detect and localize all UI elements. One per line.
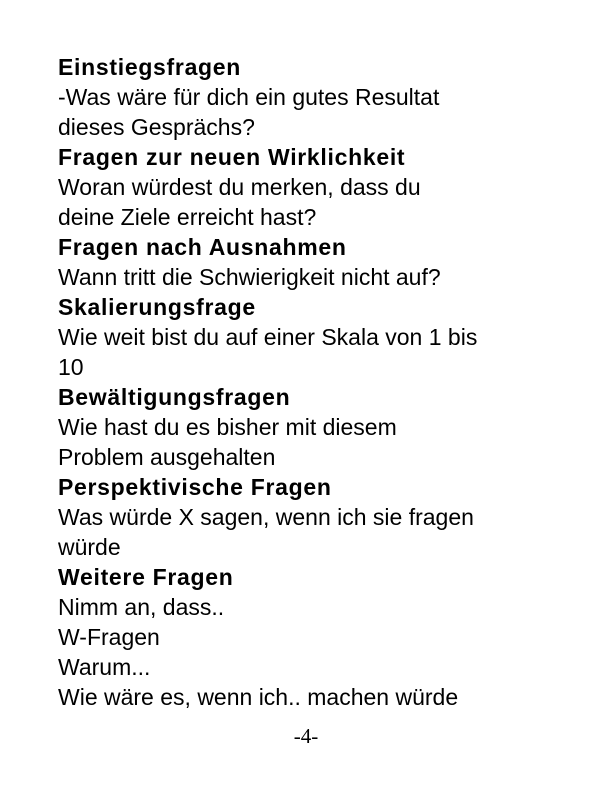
section-skalierungsfrage (58, 292, 568, 382)
section-text-line: würde (58, 534, 121, 560)
section-heading: Fragen nach Ausnahmen (58, 234, 347, 260)
section-text-line: dieses Gesprächs? (58, 114, 255, 140)
section-text-line: Nimm an, dass.. (58, 594, 225, 620)
section-heading: Weitere Fragen (58, 564, 234, 590)
section-heading: Einstiegsfragen (58, 54, 242, 80)
section-text-line: W-Fragen (58, 624, 160, 650)
section-text-line: deine Ziele erreicht hast? (58, 204, 317, 230)
section-text-line: Wie wäre es, wenn ich.. machen würde (58, 684, 459, 710)
section-bewaeltigungsfragen (58, 382, 568, 472)
page-number: -4- (293, 724, 319, 748)
section-text-line: Woran würdest du merken, dass du (58, 174, 421, 200)
section-neue-wirklichkeit (58, 142, 568, 232)
section-perspektivische-fragen (58, 472, 568, 562)
section-text-line: Wann tritt die Schwierigkeit nicht auf? (58, 264, 441, 290)
section-ausnahmen (58, 232, 568, 292)
section-text-line: Wie weit bist du auf einer Skala von 1 bis (58, 324, 478, 350)
section-text-line: 10 (58, 354, 84, 380)
section-text-line: Was würde X sagen, wenn ich sie fragen (58, 504, 474, 530)
document-body (58, 52, 568, 712)
section-heading: Bewältigungsfragen (58, 384, 291, 410)
section-heading: Perspektivische Fragen (58, 474, 332, 500)
section-text-line: Wie hast du es bisher mit diesem (58, 414, 397, 440)
section-einstiegsfragen (58, 52, 568, 142)
section-text-line: Warum... (58, 654, 151, 680)
section-heading: Fragen zur neuen Wirklichkeit (58, 144, 406, 170)
section-text-line: -Was wäre für dich ein gutes Resultat (58, 84, 440, 110)
section-weitere-fragen (58, 562, 568, 712)
section-text-line: Problem ausgehalten (58, 444, 276, 470)
section-heading: Skalierungsfrage (58, 294, 256, 320)
